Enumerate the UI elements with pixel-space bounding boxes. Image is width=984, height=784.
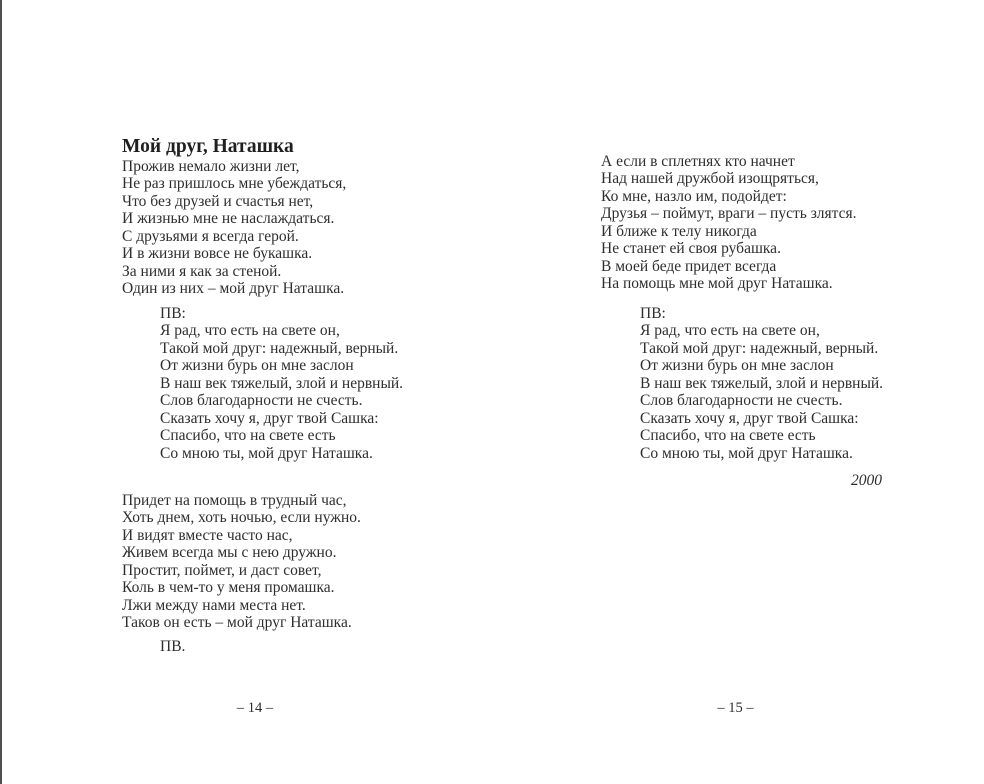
poem-line: В наш век тяжелый, злой и нервный. <box>160 374 404 392</box>
poem-line: Друзья – поймут, враги – пусть злятся. <box>601 205 857 223</box>
poem-line: Придет на помощь в трудный час, <box>122 492 347 509</box>
poem-line: Сказать хочу я, друг твой Сашка: <box>160 409 379 427</box>
chorus-lines <box>160 322 403 462</box>
poem-line: Спасибо, что на свете есть <box>160 427 336 445</box>
page-number-14: – 14 – <box>236 700 274 716</box>
poem-line: Такой мой друг: надежный, верный. <box>160 339 399 357</box>
chorus-right <box>640 305 883 462</box>
scan-edge-strip <box>0 0 2 784</box>
chorus-label: ПВ: <box>640 305 666 322</box>
poem-line: Я рад, что есть на свете он, <box>160 322 340 340</box>
poem-line: Такой мой друг: надежный, верный. <box>640 339 879 357</box>
poem-line: Сказать хочу я, друг твой Сашка: <box>640 409 859 427</box>
poem-line: Я рад, что есть на свете он, <box>640 322 820 340</box>
poem-line: А если в сплетнях кто начнет <box>601 153 795 170</box>
poem-line: Коль в чем-то у меня промашка. <box>122 579 335 597</box>
poem-line: Прожив немало жизни лет, <box>122 158 300 175</box>
poem-line: И ближе к телу никогда <box>601 222 757 240</box>
page-number-15: – 15 – <box>717 700 754 716</box>
stanza-1 <box>122 158 346 298</box>
poem-line: И в жизни вовсе не букашка. <box>122 245 313 263</box>
poem-line: Со мною ты, мой друг Наташка. <box>640 444 853 462</box>
chorus-label: ПВ: <box>160 305 186 322</box>
poem-line: Ко мне, назло им, подойдет: <box>601 187 787 205</box>
stanza-2 <box>122 492 361 632</box>
poem-line: Что без друзей и счастья нет, <box>122 192 314 210</box>
poem-line: Один из них – мой друг Наташка. <box>122 280 345 298</box>
poem-line: И видят вместе часто нас, <box>122 526 293 544</box>
poem-line: За ними я как за стеной. <box>122 262 282 280</box>
poem-line: В наш век тяжелый, злой и нервный. <box>640 374 884 392</box>
poem-line: На помощь мне мой друг Наташка. <box>601 275 833 293</box>
poem-line: От жизни бурь он мне заслон <box>640 357 834 375</box>
poem-line: Над нашей дружбой изощряться, <box>601 170 819 188</box>
poem-line: В моей беде придет всегда <box>601 257 777 275</box>
poem-line: Со мною ты, мой друг Наташка. <box>160 444 373 462</box>
poem-line: И жизнью мне не наслаждаться. <box>122 210 335 228</box>
poem-line: С друзьями я всегда герой. <box>122 227 299 245</box>
poem-year: 2000 <box>851 472 882 489</box>
poem-line: Хоть днем, хоть ночью, если нужно. <box>122 509 361 527</box>
poem-line: Не раз пришлось мне убеждаться, <box>122 175 347 193</box>
poem-line: Таков он есть – мой друг Наташка. <box>122 614 352 632</box>
chorus-left <box>160 305 403 462</box>
stanza-3 <box>601 153 857 293</box>
poem-line: Слов благодарности не счесть. <box>640 392 843 410</box>
poem-line: От жизни бурь он мне заслон <box>160 357 354 375</box>
chorus-reference: ПВ. <box>160 638 186 655</box>
poem-line: Слов благодарности не счесть. <box>160 392 363 410</box>
poem-line: Спасибо, что на свете есть <box>640 427 816 445</box>
poem-line: Лжи между нами места нет. <box>122 596 306 614</box>
poem-line: Живем всегда мы с нею дружно. <box>122 544 337 562</box>
poem-line: Простит, поймет, и даст совет, <box>122 561 322 579</box>
chorus-lines <box>640 322 883 462</box>
poem-title: Мой друг, Наташка <box>122 136 294 158</box>
poem-line: Не станет ей своя рубашка. <box>601 240 781 258</box>
